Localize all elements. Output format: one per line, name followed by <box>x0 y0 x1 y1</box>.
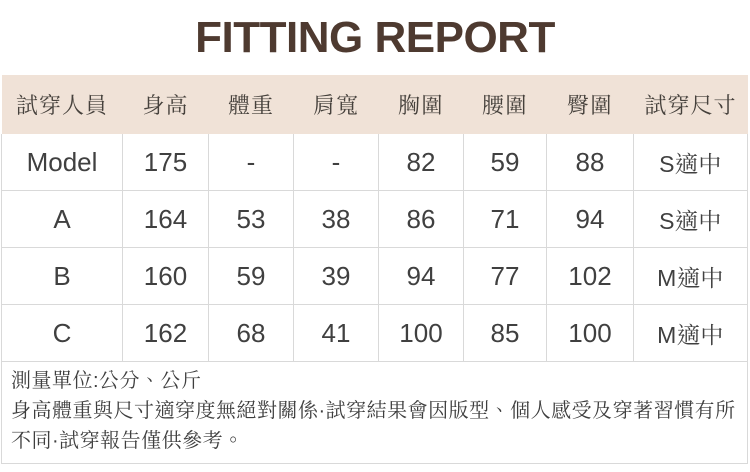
cell-height: 164 <box>123 191 209 248</box>
cell-hip: 100 <box>547 305 634 362</box>
cell-size: M適中 <box>634 305 748 362</box>
cell-height: 175 <box>123 134 209 191</box>
column-header-weight: 體重 <box>209 75 294 134</box>
cell-height: 162 <box>123 305 209 362</box>
cell-shoulder: - <box>294 134 379 191</box>
cell-person: C <box>2 305 123 362</box>
cell-hip: 88 <box>547 134 634 191</box>
cell-chest: 86 <box>379 191 464 248</box>
column-header-height: 身高 <box>123 75 209 134</box>
header-row <box>2 75 748 134</box>
column-header-waist: 腰圍 <box>464 75 547 134</box>
cell-height: 160 <box>123 248 209 305</box>
cell-weight: - <box>209 134 294 191</box>
table-row-c <box>2 305 748 362</box>
table-row-model <box>2 134 748 191</box>
cell-size: S適中 <box>634 134 748 191</box>
fitting-report-table <box>1 75 748 464</box>
cell-weight: 53 <box>209 191 294 248</box>
disclaimer-note: 身高體重與尺寸適穿度無絕對關係·試穿結果會因版型、個人感受及穿著習慣有所不同·試穿報告僅供參考。 <box>11 400 736 452</box>
measurement-unit-note: 測量單位:公分、公斤 <box>11 370 202 392</box>
cell-waist: 59 <box>464 134 547 191</box>
column-header-chest: 胸圍 <box>379 75 464 134</box>
page-title: FITTING REPORT <box>195 12 555 62</box>
cell-weight: 59 <box>209 248 294 305</box>
cell-size: S適中 <box>634 191 748 248</box>
table-row-a <box>2 191 748 248</box>
notes-cell <box>2 362 748 464</box>
cell-waist: 85 <box>464 305 547 362</box>
column-header-shoulder: 肩寬 <box>294 75 379 134</box>
column-header-hip: 臀圍 <box>547 75 634 134</box>
notes-row <box>2 362 748 464</box>
cell-person: B <box>2 248 123 305</box>
cell-person: Model <box>2 134 123 191</box>
cell-hip: 94 <box>547 191 634 248</box>
cell-weight: 68 <box>209 305 294 362</box>
cell-chest: 100 <box>379 305 464 362</box>
cell-person: A <box>2 191 123 248</box>
cell-waist: 77 <box>464 248 547 305</box>
cell-shoulder: 38 <box>294 191 379 248</box>
cell-chest: 94 <box>379 248 464 305</box>
cell-waist: 71 <box>464 191 547 248</box>
table-row-b <box>2 248 748 305</box>
cell-shoulder: 39 <box>294 248 379 305</box>
cell-size: M適中 <box>634 248 748 305</box>
column-header-person: 試穿人員 <box>2 75 123 134</box>
cell-chest: 82 <box>379 134 464 191</box>
cell-shoulder: 41 <box>294 305 379 362</box>
column-header-size: 試穿尺寸 <box>634 75 748 134</box>
cell-hip: 102 <box>547 248 634 305</box>
